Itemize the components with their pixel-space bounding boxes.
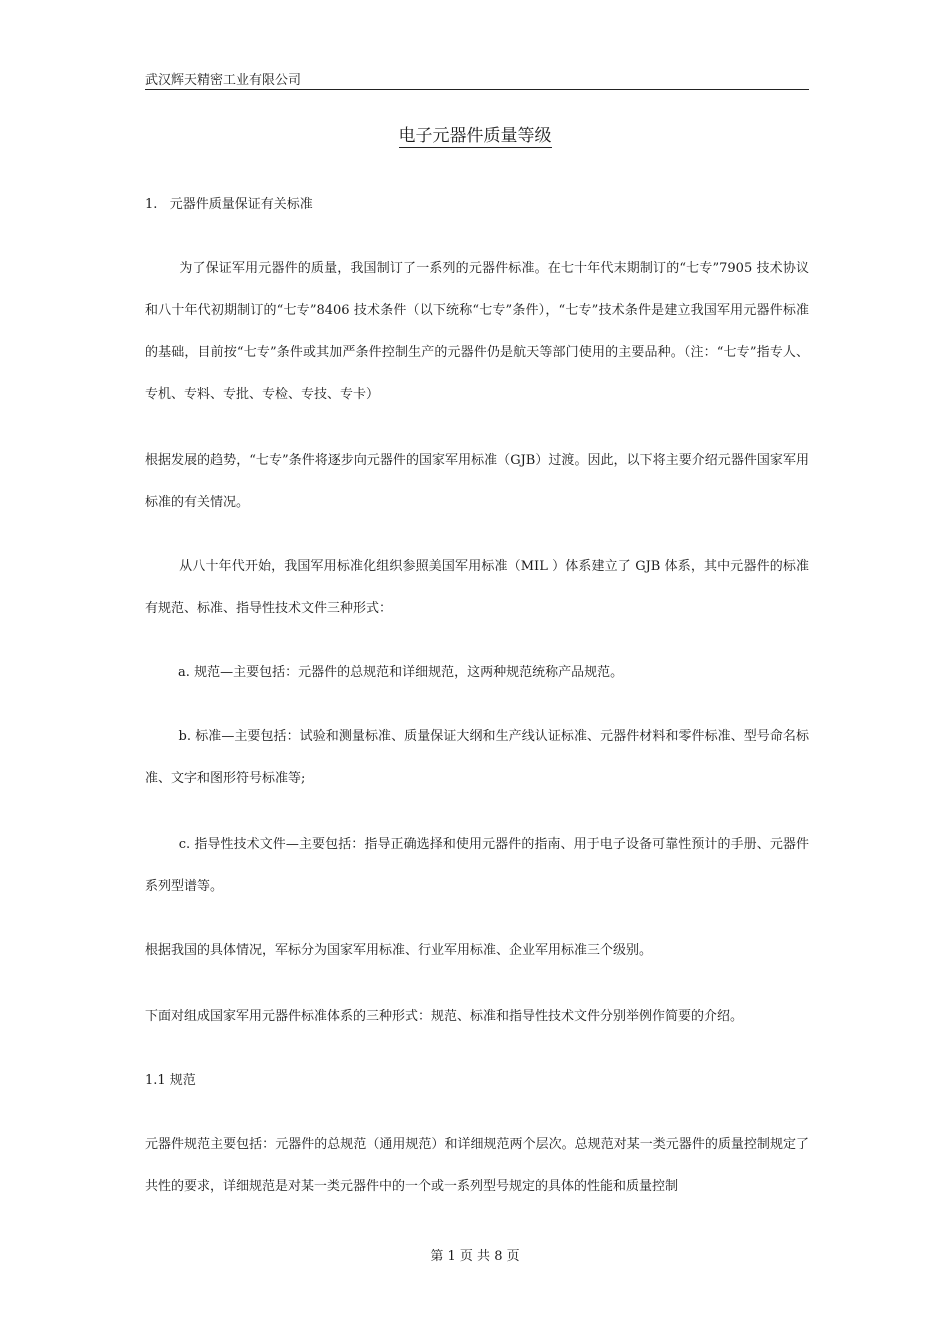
paragraph-levels: 根据我国的具体情况，军标分为国家军用标准、行业军用标准、企业军用标准三个级别。 [145, 943, 653, 958]
list-item-c: c. 指导性技术文件—主要包括：指导正确选择和使用元器件的指南、用于电子设备可靠性预计的手册、元器件系列型谱等。 [145, 837, 809, 894]
paragraph-introduction: 下面对组成国家军用元器件标准体系的三种形式：规范、标准和指导性技术文件分别举例作简要的介绍。 [145, 1009, 744, 1024]
section-1-1-heading: 1.1 规范 [145, 1073, 196, 1088]
paragraph-intro: 为了保证军用元器件的质量，我国制订了一系列的元器件标准。在七十年代末期制订的“七专”7905 技术协议和八十年代初期制订的“七专”8406 技术条件（以下统称“七专”条件），“七专”技术条件是建立我国军用元器件标准的基础，目前按“七专”条件或其加严条件控制生产的元器件仍是航天等部门使用的主要品种。（注：“七专”指专人、专机、专料、专批、专检、专技、专卡） [145, 261, 809, 402]
list-item-b: b. 标准—主要包括：试验和测量标准、质量保证大纲和生产线认证标准、元器件材料和零件标准、型号命名标准、文字和图形符号标准等; [145, 729, 809, 786]
document-title-text: 电子元器件质量等级 [398, 126, 552, 146]
paragraph-specifications: 元器件规范主要包括：元器件的总规范（通用规范）和详细规范两个层次。总规范对某一类元器件的质量控制规定了共性的要求，详细规范是对某一类元器件中的一个或一系列型号规定的具体的性能和质量控制 [145, 1137, 809, 1194]
section-1-heading: 1. 元器件质量保证有关标准 [145, 197, 313, 212]
paragraph-trend: 根据发展的趋势，“七专”条件将逐步向元器件的国家军用标准（GJB）过渡。因此，以下将主要介绍元器件国家军用标准的有关情况。 [145, 453, 809, 510]
page-header [145, 72, 809, 90]
paragraph-gjb-system: 从八十年代开始，我国军用标准化组织参照美国军用标准（MIL ）体系建立了 GJB 体系，其中元器件的标准有规范、标准、指导性技术文件三种形式： [145, 559, 809, 616]
page-number: 第 1 页 共 8 页 [430, 1249, 520, 1264]
list-item-a: a. 规范—主要包括：元器件的总规范和详细规范，这两种规范统称产品规范。 [145, 665, 624, 680]
header-company-name: 武汉辉天精密工业有限公司 [145, 73, 302, 88]
document-title [0, 124, 950, 148]
page-footer [0, 1247, 950, 1267]
